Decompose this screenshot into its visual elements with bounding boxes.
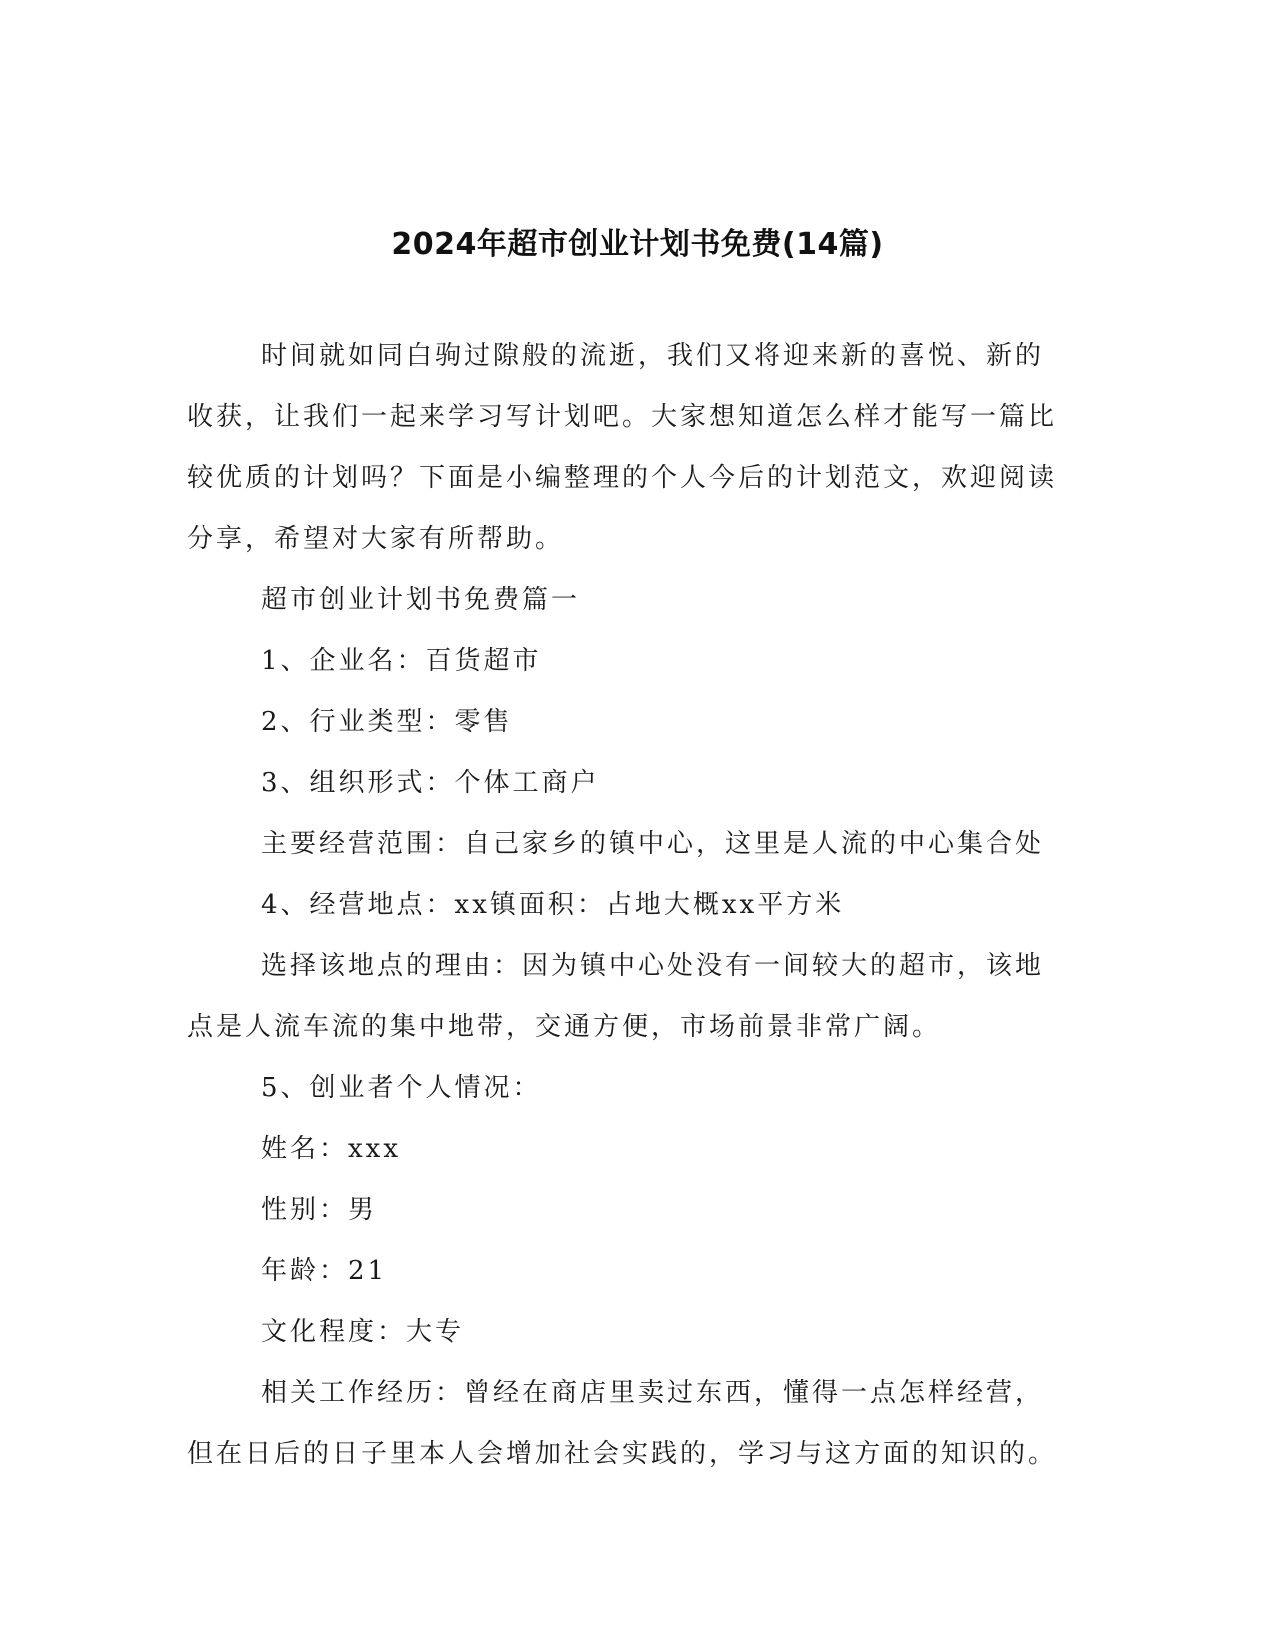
intro-paragraph: 时间就如同白驹过隙般的流逝，我们又将迎来新的喜悦、新的收获，让我们一起来学习写计划吧。大家想知道怎么样才能写一篇比较优质的计划吗？下面是小编整理的个人今后的计划范文，欢迎阅读分享，希望对大家有所帮助。: [187, 341, 1058, 554]
document-body: [187, 326, 1067, 1485]
list-item-company-name: 1、企业名：百货超市: [261, 646, 542, 676]
section-heading: 超市创业计划书免费篇一: [261, 585, 581, 615]
founder-name: 姓名：xxx: [261, 1134, 401, 1164]
work-experience-paragraph: 相关工作经历：曾经在商店里卖过东西，懂得一点怎样经营，但在日后的日子里本人会增加社会实践的，学习与这方面的知识的。: [187, 1378, 1058, 1469]
location-reason-paragraph: 选择该地点的理由：因为镇中心处没有一间较大的超市，该地点是人流车流的集中地带，交通方便，市场前景非常广阔。: [187, 951, 1045, 1042]
document-title: 2024年超市创业计划书免费(14篇): [391, 227, 884, 263]
founder-age: 年龄：21: [261, 1256, 388, 1286]
founder-education: 文化程度：大专: [261, 1317, 465, 1347]
business-scope-paragraph: 主要经营范围：自己家乡的镇中心，这里是人流的中心集合处: [261, 829, 1045, 859]
list-item-location: 4、经营地点：xx镇面积：占地大概xx平方米: [261, 890, 845, 920]
list-item-industry-type: 2、行业类型：零售: [261, 707, 513, 737]
list-item-organization-form: 3、组织形式：个体工商户: [261, 768, 600, 798]
founder-gender: 性别：男: [261, 1195, 378, 1225]
list-item-founder-info: 5、创业者个人情况：: [261, 1073, 542, 1103]
